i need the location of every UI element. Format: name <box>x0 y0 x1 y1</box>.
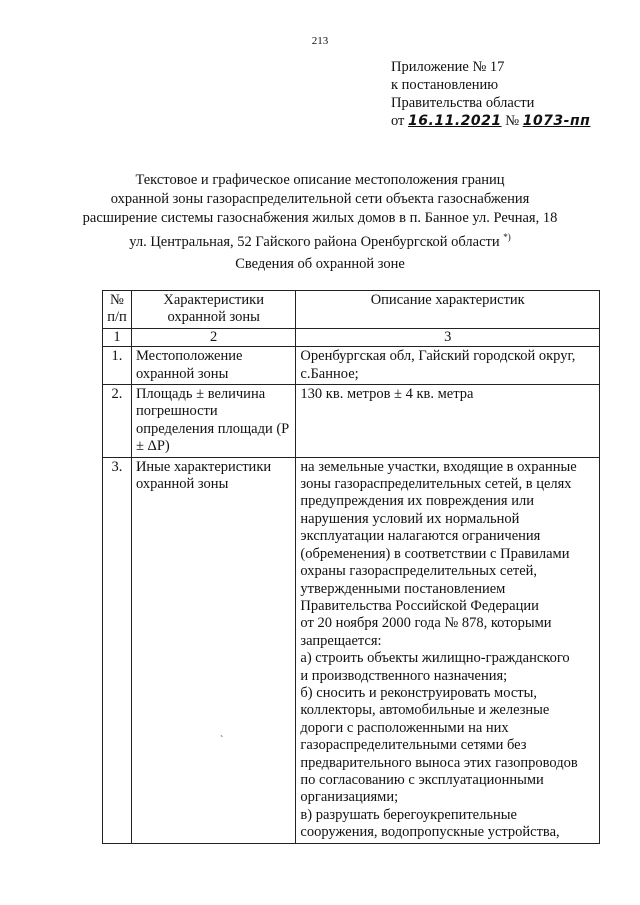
desc-line: газораспределительными сетями без <box>300 737 527 754</box>
document-title <box>80 171 560 252</box>
title-line4-text: ул. Центральная, 52 Гайского района Оренбургской области <box>129 233 500 250</box>
desc-line: сооружения, водопропускные устройства, <box>300 824 560 841</box>
table-column-numbers-row <box>103 328 600 346</box>
column-number-3: 3 <box>296 328 600 346</box>
desc-line: дороги с расположенными на них <box>300 719 509 736</box>
appendix-number: 1073-пп <box>522 113 591 129</box>
header-description: Описание характеристик <box>296 291 600 329</box>
table-header-row <box>103 291 600 329</box>
appendix-line1: Приложение № 17 <box>391 59 505 75</box>
row-name: Иные характеристики охранной зоны <box>131 457 295 843</box>
appendix-block <box>391 58 590 130</box>
desc-line: и производственного назначения; <box>300 667 508 684</box>
desc-line: предварительного выноса этих газопроводов <box>300 754 578 771</box>
row-number: 3. <box>103 457 132 843</box>
title-line4 <box>80 228 560 252</box>
column-number-2: 2 <box>131 328 295 346</box>
table-row <box>103 457 600 843</box>
title-line1: Текстовое и графическое описание местоположения границ <box>135 172 505 188</box>
row-description <box>296 347 600 385</box>
row-description <box>296 385 600 458</box>
desc-line: охраны газораспределительных сетей, <box>300 563 538 580</box>
desc-line: Оренбургская обл, Гайский городской округ, <box>300 348 576 365</box>
row-number: 2. <box>103 385 132 458</box>
desc-line: организациями; <box>300 789 399 806</box>
desc-line: с.Банное; <box>300 365 359 382</box>
section-subtitle: Сведения об охранной зоне <box>235 256 405 272</box>
desc-line: б) сносить и реконструировать мосты, <box>300 684 537 701</box>
appendix-ot: от <box>391 113 405 129</box>
page-number: 213 <box>311 35 329 47</box>
desc-line: по согласованию с эксплуатационными <box>300 771 544 788</box>
title-line3: расширение системы газоснабжения жилых домов в п. Банное ул. Речная, 18 <box>82 210 558 226</box>
appendix-line2: к постановлению <box>391 77 499 93</box>
header-num: № п/п <box>103 291 132 329</box>
desc-line: эксплуатации налагаются ограничения <box>300 528 541 545</box>
title-line2: охранной зоны газораспределительной сети объекта газоснабжения <box>110 191 530 207</box>
desc-line: зоны газораспределительных сетей, в целях <box>300 476 572 493</box>
desc-line: в) разрушать берегоукрепительные <box>300 806 517 823</box>
desc-line: а) строить объекты жилищно-гражданского <box>300 650 570 667</box>
footnote-mark: *) <box>503 232 511 242</box>
table-row <box>103 347 600 385</box>
desc-line: предупреждения их повреждения или <box>300 493 534 510</box>
table-row <box>103 385 600 458</box>
row-name: Площадь ± величина погрешности определения площади (P ± ΔP) <box>131 385 295 458</box>
desc-line: (обременения) в соответствии с Правилами <box>300 545 570 562</box>
appendix-date: 16.11.2021 <box>408 113 502 129</box>
desc-line: утвержденными постановлением <box>300 580 506 597</box>
row-description <box>296 457 600 843</box>
row-number: 1. <box>103 347 132 385</box>
appendix-date-line <box>391 112 590 130</box>
appendix-line3: Правительства области <box>391 95 535 111</box>
stray-mark: ` <box>220 735 224 746</box>
appendix-num-sign: № <box>505 113 520 129</box>
desc-line: запрещается: <box>300 632 382 649</box>
desc-line: коллекторы, автомобильные и железные <box>300 702 550 719</box>
column-number-1: 1 <box>103 328 132 346</box>
protection-zone-table <box>102 290 600 844</box>
desc-line: Правительства Российской Федерации <box>300 597 539 614</box>
header-characteristics: Характеристики охранной зоны <box>131 291 295 329</box>
desc-line: нарушения условий их нормальной <box>300 510 520 527</box>
desc-line: на земельные участки, входящие в охранные <box>300 458 577 475</box>
desc-line: 130 кв. метров ± 4 кв. метра <box>300 386 474 403</box>
row-name: Местоположение охранной зоны <box>131 347 295 385</box>
desc-line: от 20 ноября 2000 года № 878, которыми <box>300 615 552 632</box>
